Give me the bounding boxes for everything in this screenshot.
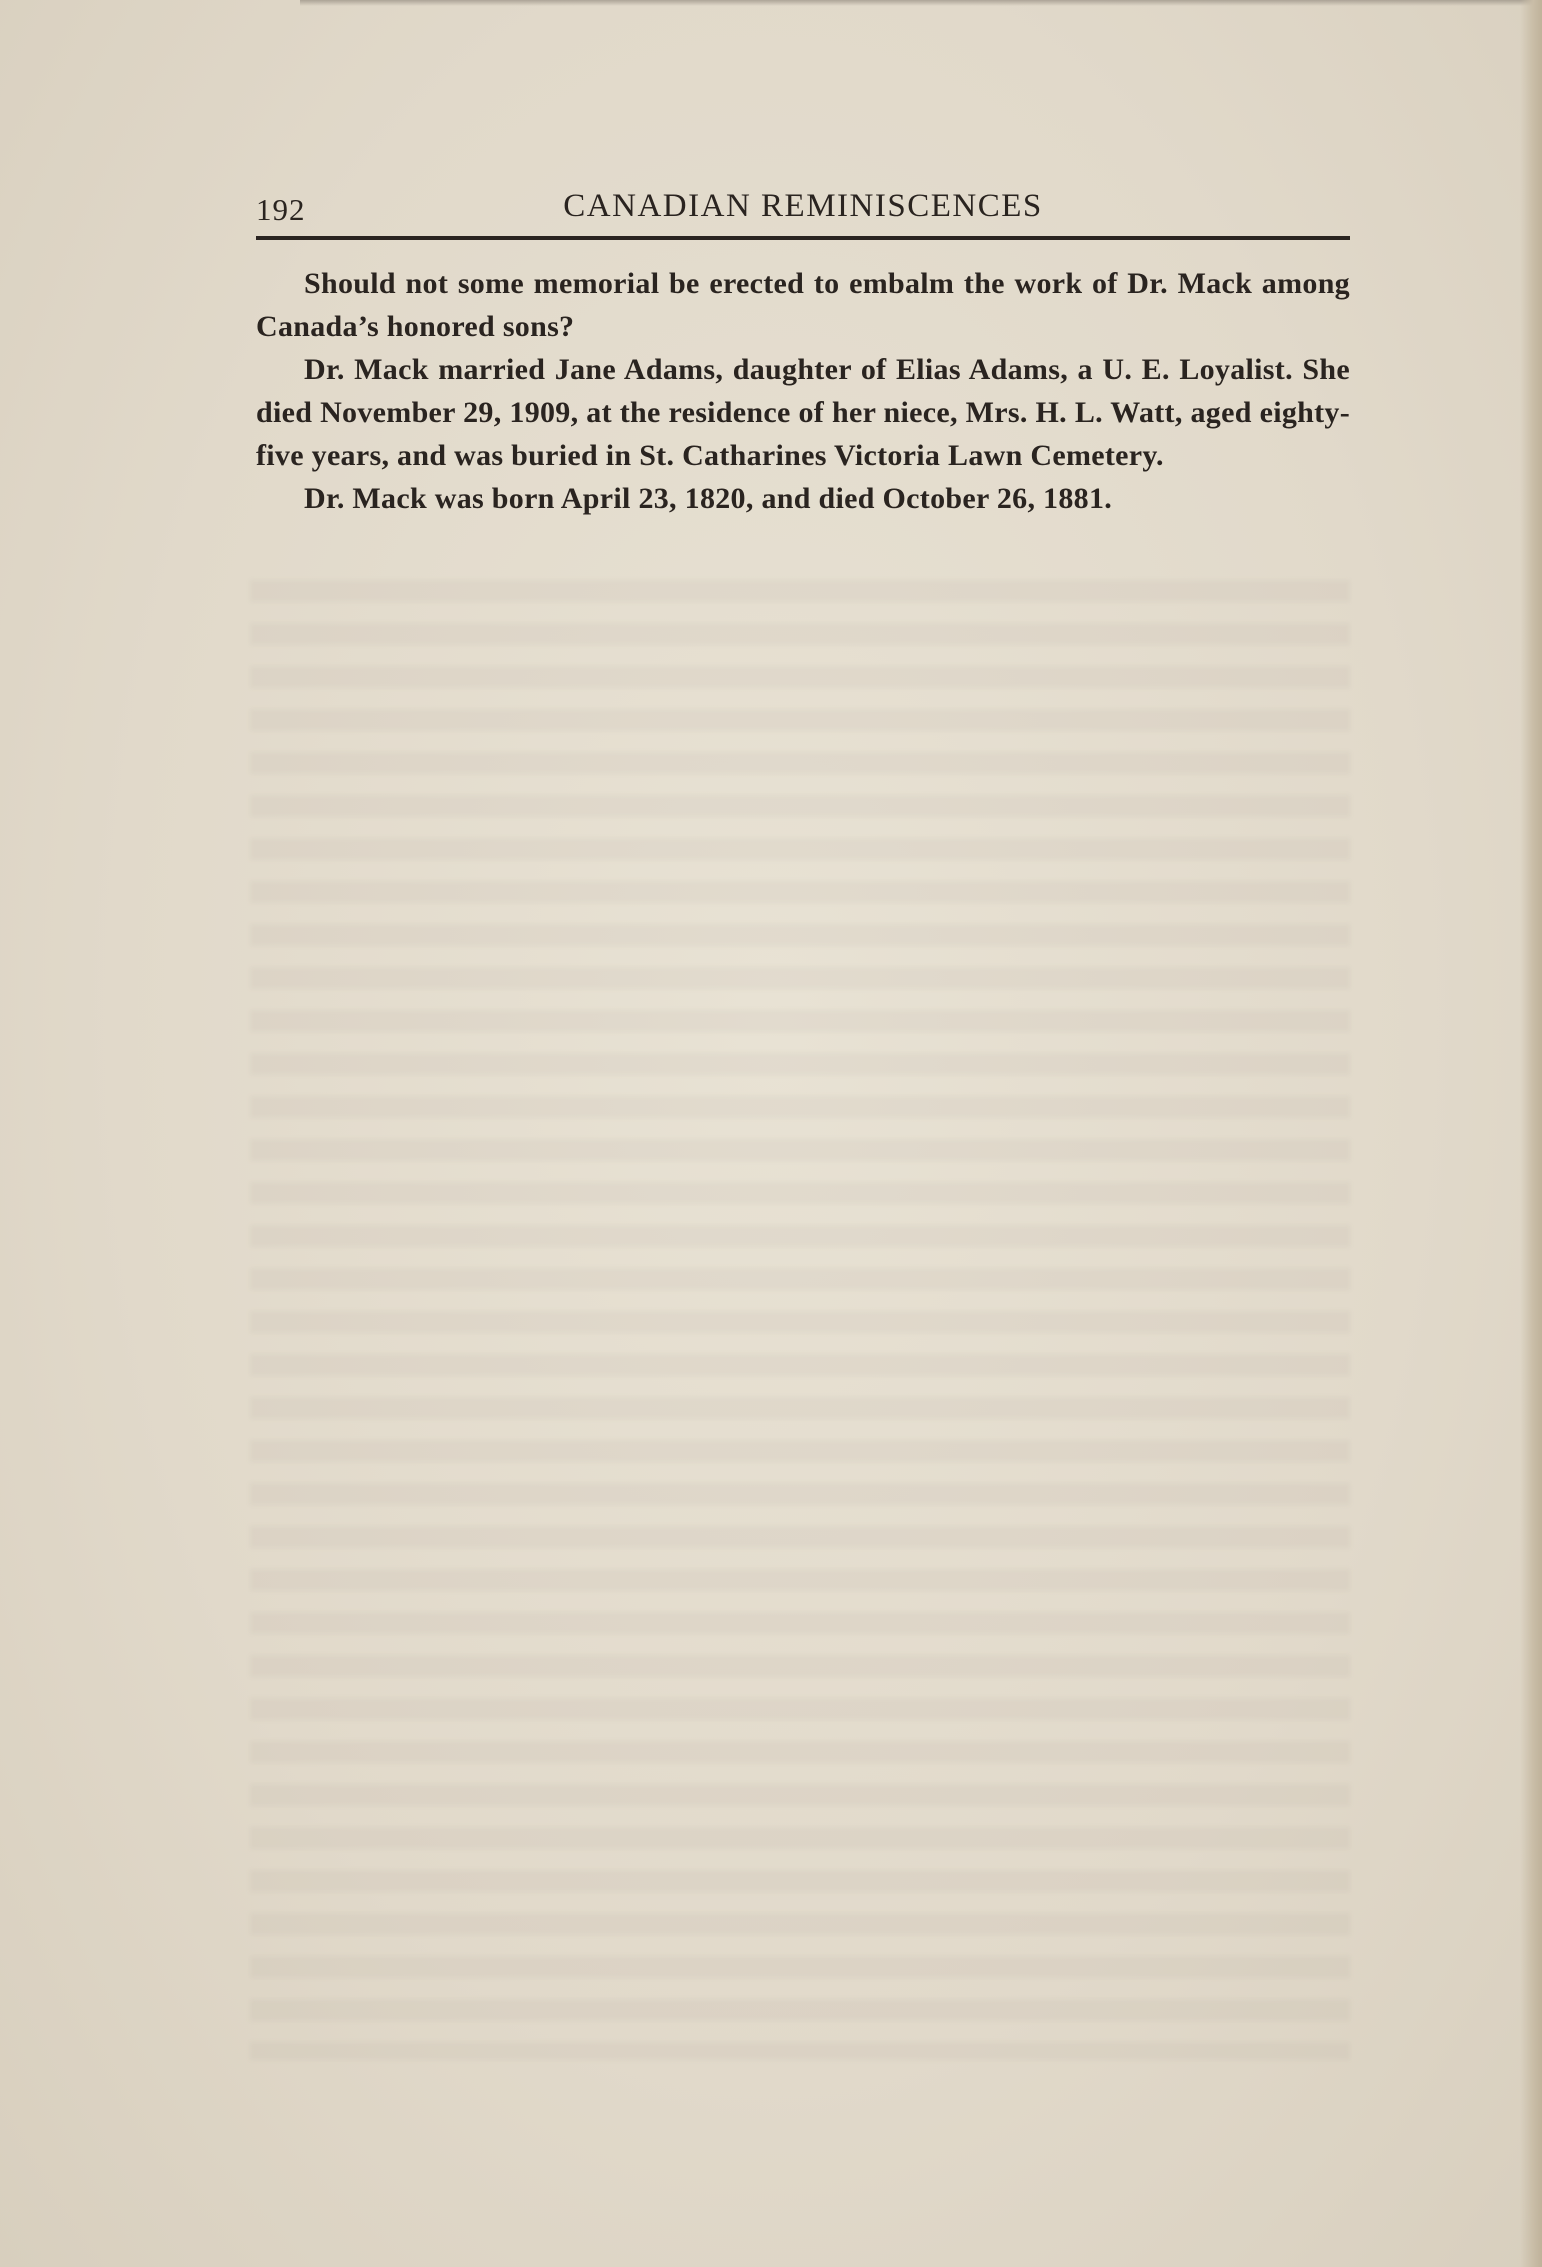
page-top-edge-shadow	[300, 0, 1542, 6]
body-text	[256, 262, 1350, 520]
page-right-edge-shadow	[1520, 0, 1542, 2267]
page-number: 192	[256, 192, 306, 227]
paragraph: Dr. Mack married Jane Adams, daughter of Elias Adams, a U. E. Loyalist. She died November 29, 1909, at the residence of her niece, Mrs. H. L. Watt, aged eighty-five years, and was buried in St. Catharines Victoria Lawn Cemetery.	[256, 353, 1350, 472]
paragraph: Dr. Mack was born April 23, 1820, and died October 26, 1881.	[304, 482, 1113, 515]
running-head: CANADIAN REMINISCENCES	[563, 188, 1043, 224]
paragraph: Should not some memorial be erected to embalm the work of Dr. Mack among Canada’s honored sons?	[256, 267, 1350, 343]
show-through-texture	[250, 580, 1350, 2060]
page-header	[256, 188, 1350, 234]
header-rule	[256, 236, 1350, 240]
